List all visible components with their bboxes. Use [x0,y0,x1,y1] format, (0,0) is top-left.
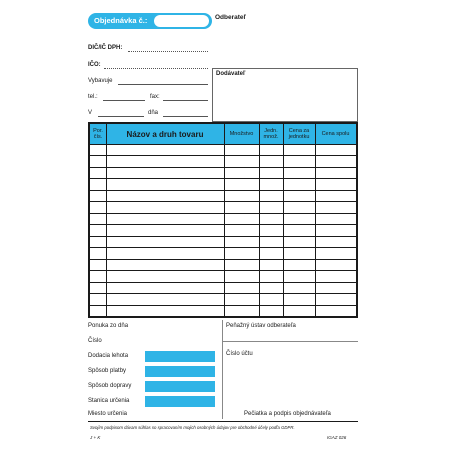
issued-by-label: Vybavuje [88,78,113,84]
order-number-banner [88,13,212,29]
table-row[interactable] [90,259,356,270]
table-row[interactable] [90,167,356,178]
items-table [88,122,358,318]
footer-rule [88,421,358,422]
header-unit-price: Cena za jednotku [288,128,310,140]
station-label: Stanica určenia [88,398,130,404]
table-row[interactable] [90,270,356,281]
table-row[interactable] [90,293,356,304]
order-number-label: Objednávka č.: [94,16,148,25]
company-id-label: IČO: [88,62,101,68]
delivery-label: Dodacia lehota [88,353,129,359]
table-row[interactable] [90,236,356,247]
table-row[interactable] [90,155,356,166]
header-name: Názov a druh tovaru [126,130,204,139]
date-label: dňa [148,110,159,116]
table-row[interactable] [90,305,356,316]
table-row[interactable] [90,201,356,212]
fax-label: fax: [150,94,160,100]
station-field[interactable] [145,396,215,407]
gdpr-consent-text: Svojím podpisom dávam súhlas so spracovaním mojich osobných údajov pre obchodné účely podľa GDPR. [90,425,295,430]
transport-label: Spôsob dopravy [88,383,132,389]
header-quantity: Množstvo [229,131,254,137]
table-row[interactable] [90,247,356,258]
destination-label: Miesto určenia [88,411,128,417]
payment-field[interactable] [145,366,215,377]
vat-id-label: DIČ/IČ DPH: [88,45,123,51]
offer-date-label: Ponuka zo dňa [88,323,129,329]
delivery-field[interactable] [145,351,215,362]
supplier-box[interactable] [212,68,358,122]
table-row[interactable] [90,178,356,189]
fax-field[interactable] [163,100,208,101]
table-row[interactable] [90,213,356,224]
header-total-price: Cena spolu [321,131,350,137]
issued-by-field[interactable] [118,84,208,85]
table-row[interactable] [90,282,356,293]
date-field[interactable] [163,116,208,117]
footer-left-code: J + K [90,435,101,440]
vat-id-field[interactable] [128,51,208,52]
phone-label: tel.: [88,94,98,100]
table-row[interactable] [90,144,356,155]
transport-field[interactable] [145,381,215,392]
phone-field[interactable] [103,100,145,101]
footer-right-code: IGAZ 026 [327,435,347,440]
header-unit: Jedn. množ. [263,128,279,140]
number-label: Číslo [88,338,102,344]
table-row[interactable] [90,190,356,201]
supplier-label: Dodávateľ [216,71,246,77]
account-label: Číslo účtu [226,351,253,357]
bottom-horizontal-divider [222,341,358,342]
table-row[interactable] [90,224,356,235]
company-id-field[interactable] [104,68,208,69]
place-label: V [88,110,93,116]
payment-label: Spôsob platby [88,368,127,374]
place-field[interactable] [98,116,144,117]
stamp-label: Pečiatka a podpis objednávateľa [244,411,331,417]
bank-label: Peňažný ústav odberateľa [226,323,296,329]
header-index: Por. čís. [93,128,103,140]
order-number-field[interactable] [154,15,209,27]
customer-label: Odberateľ [215,14,247,21]
bottom-vertical-divider [222,320,223,419]
